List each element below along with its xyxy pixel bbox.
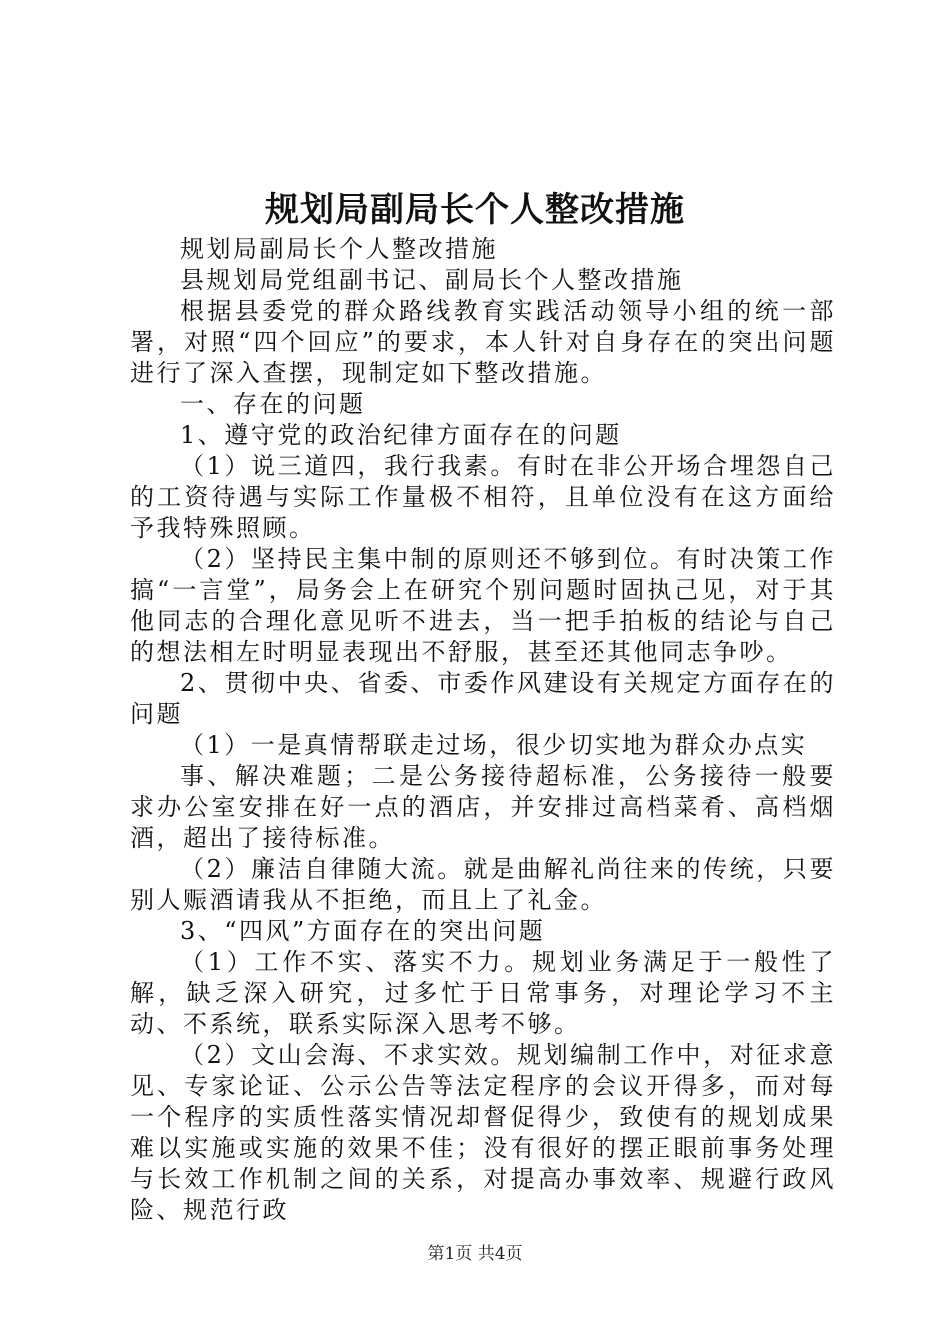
body-paragraph: （2）坚持民主集中制的原则还不够到位。有时决策工作搞“一言堂”，局务会上在研究个别问题时固执己见，对于其他同志的合理化意见听不进去，当一把手拍板的结论与自己的想法相左时明显表现出不舒服，甚至还其他同志争吵。 xyxy=(130,545,836,666)
body-paragraph: （1）工作不实、落实不力。规划业务满足于一般性了解，缺乏深入研究，过多忙于日常事务，对理论学习不主动、不系统，联系实际深入思考不够。 xyxy=(130,948,836,1038)
document-body xyxy=(130,234,836,1226)
body-paragraph: 一、存在的问题 xyxy=(180,390,366,418)
body-paragraph: （2）文山会海、不求实效。规划编制工作中，对征求意见、专家论证、公示公告等法定程序的会议开得多，而对每一个程序的实质性落实情况却督促得少，致使有的规划成果难以实施或实施的效果不佳；没有很好的摆正眼前事务处理与长效工作机制之间的关系，对提高办事效率、规避行政风险、规范行政 xyxy=(130,1041,836,1224)
body-paragraph: 县规划局党组副书记、副局长个人整改措施 xyxy=(180,266,684,294)
body-paragraph: 3、“四风”方面存在的突出问题 xyxy=(180,917,546,945)
body-paragraph: （1）说三道四，我行我素。有时在非公开场合埋怨自己的工资待遇与实际工作量极不相符，且单位没有在这方面给予我特殊照顾。 xyxy=(130,452,836,542)
document-title: 规划局副局长个人整改措施 xyxy=(265,190,685,230)
body-paragraph: 1、遵守党的政治纪律方面存在的问题 xyxy=(180,421,622,449)
body-paragraph: （1）一是真情帮联走过场，很少切实地为群众办点实 xyxy=(180,731,808,759)
page-footer: 第1页 共4页 xyxy=(427,1244,523,1264)
body-paragraph: （2）廉洁自律随大流。就是曲解礼尚往来的传统，只要别人赈酒请我从不拒绝，而且上了礼金。 xyxy=(130,855,836,914)
body-paragraph: 事、解决难题；二是公务接待超标准，公务接待一般要求办公室安排在好一点的酒店，并安排过高档菜肴、高档烟酒，超出了接待标准。 xyxy=(130,762,836,852)
body-paragraph: 根据县委党的群众路线教育实践活动领导小组的统一部署，对照“四个回应”的要求，本人针对自身存在的突出问题进行了深入查摆，现制定如下整改措施。 xyxy=(130,297,836,387)
body-paragraph: 2、贯彻中央、省委、市委作风建设有关规定方面存在的问题 xyxy=(130,669,836,728)
body-paragraph: 规划局副局长个人整改措施 xyxy=(180,235,498,263)
